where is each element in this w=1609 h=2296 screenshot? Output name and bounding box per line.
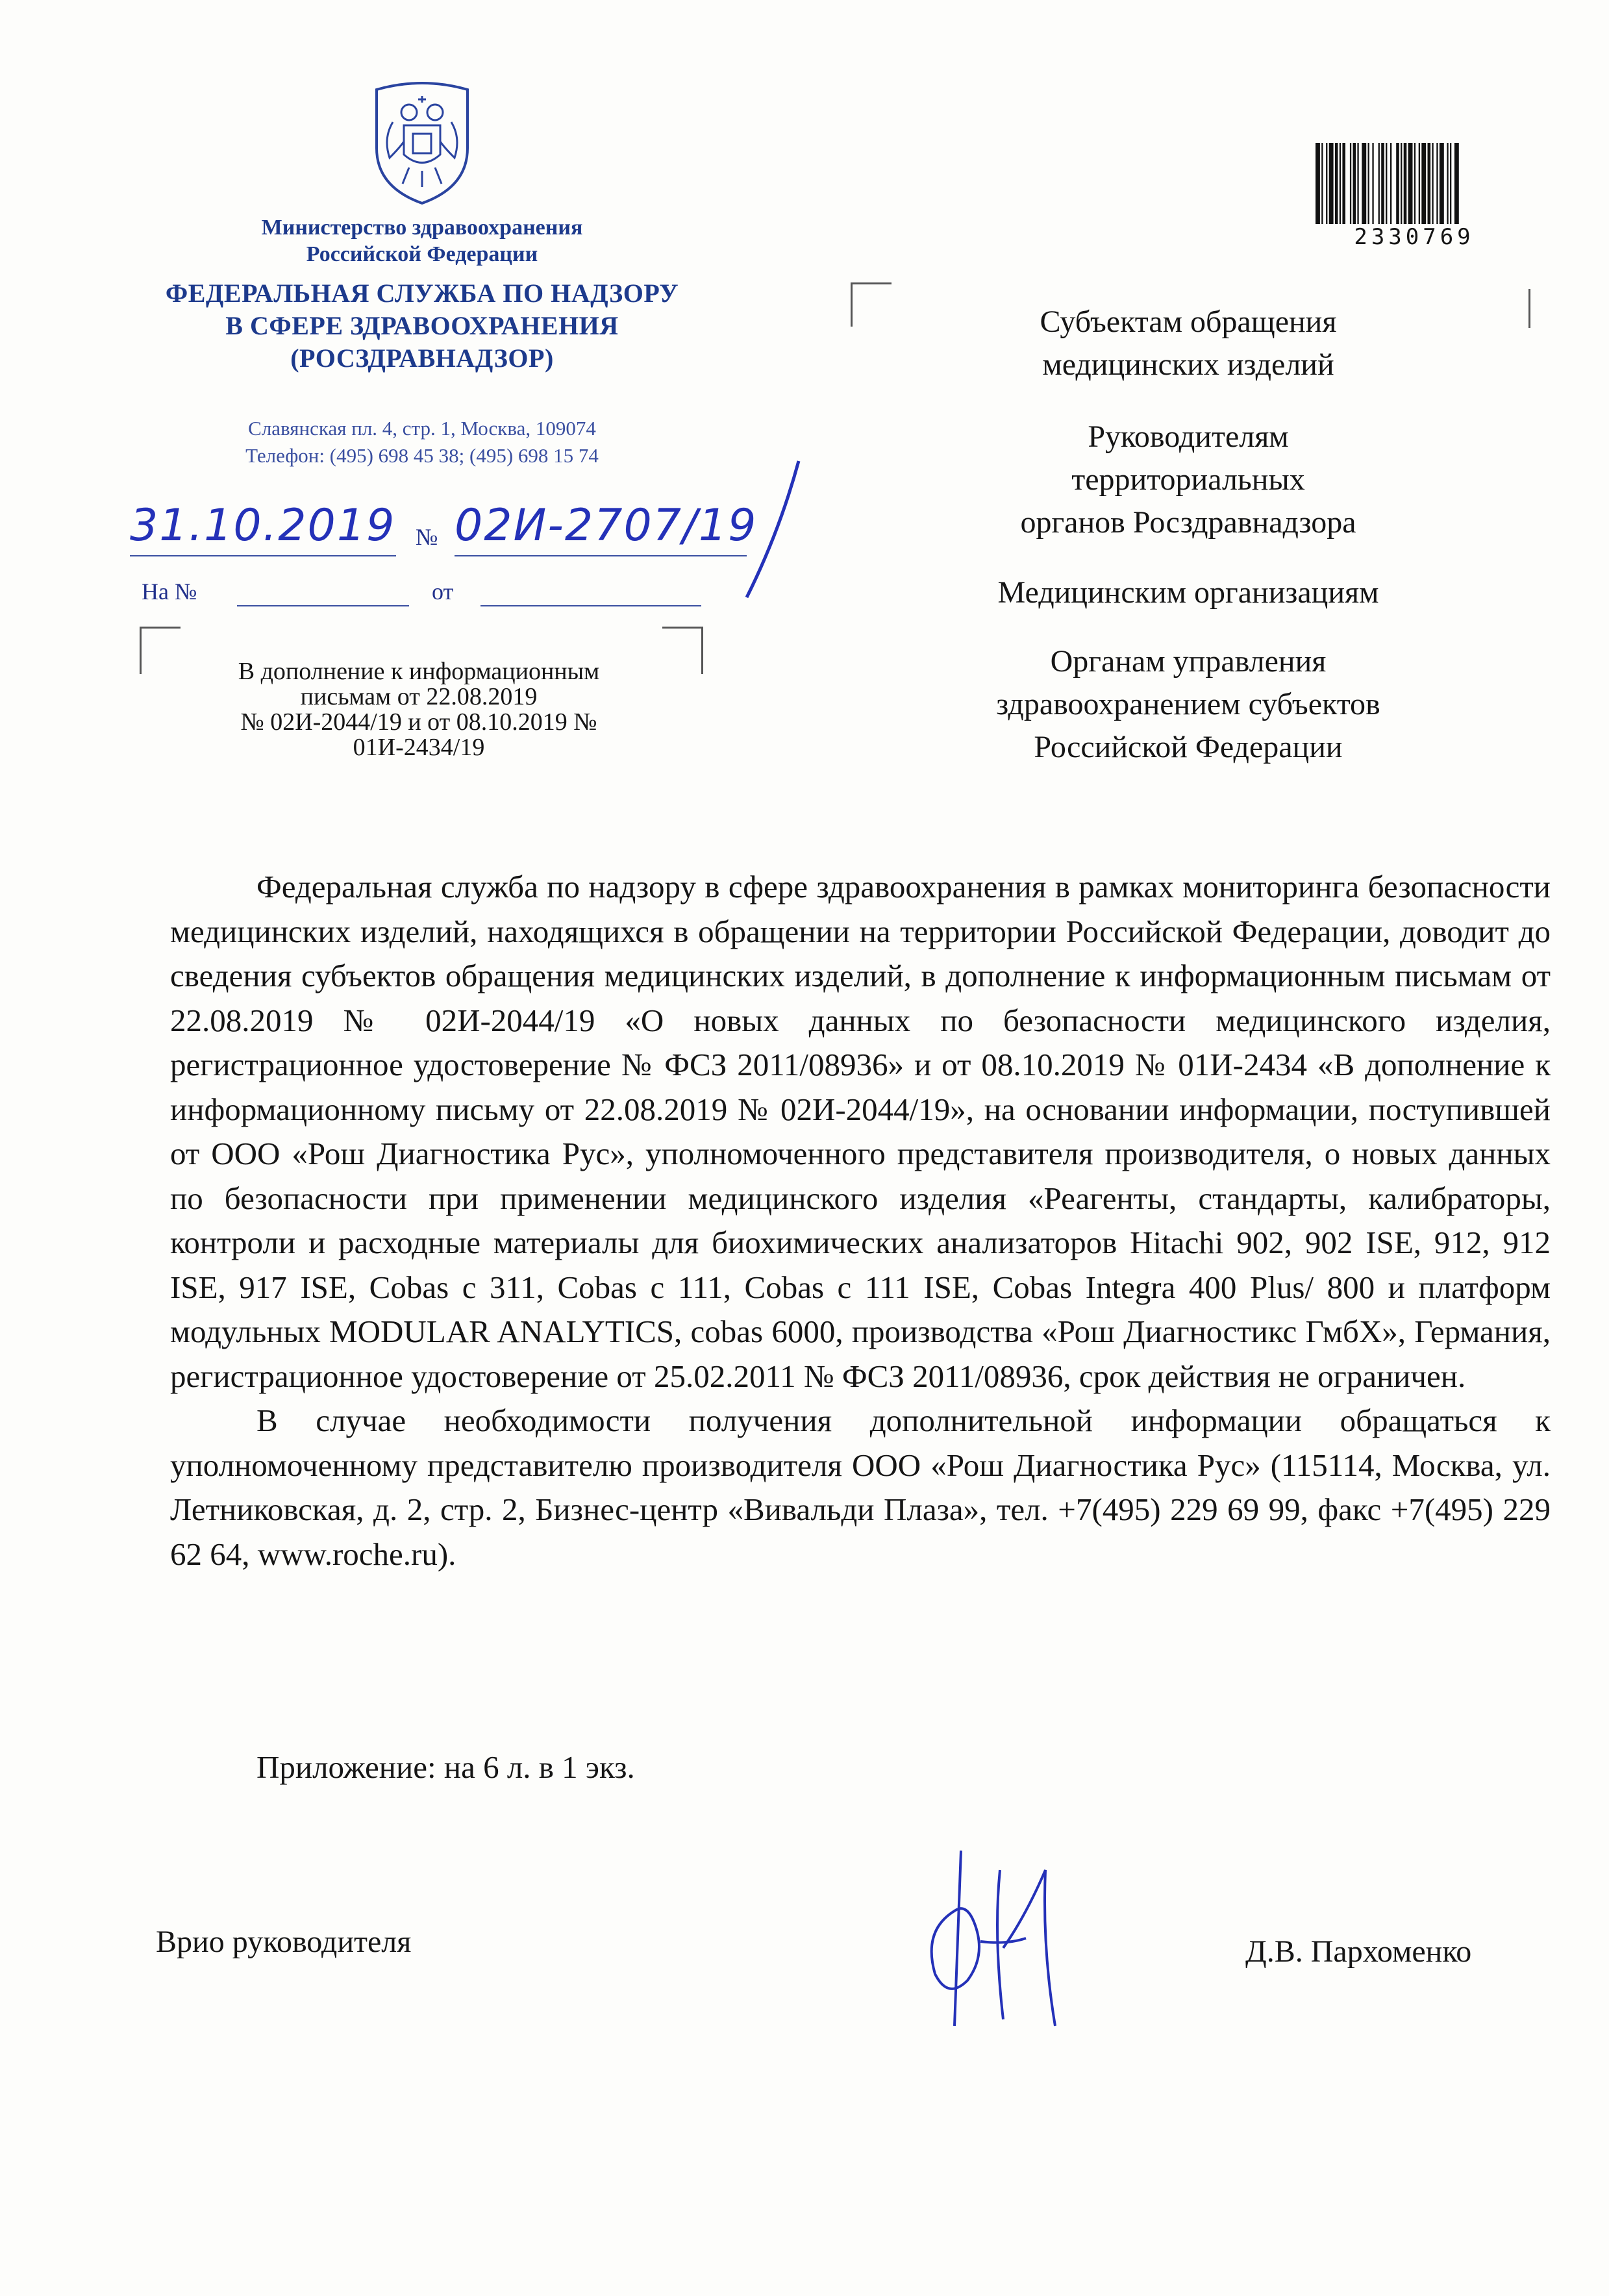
barcode-bar [1372, 143, 1373, 224]
barcode-bar [1342, 143, 1345, 224]
recipient-2-line2: территориальных [1071, 462, 1305, 497]
recipient-2-line3: органов Росздравнадзора [1020, 505, 1356, 540]
recipient-4-line3: Российской Федерации [1034, 730, 1343, 764]
coat-of-arms-emblem [364, 77, 480, 206]
barcode-bar [1450, 143, 1451, 224]
recipient-2-line1: Руководителям [1088, 419, 1289, 454]
service-name-line2: В СФЕРЕ ЗДРАВООХРАНЕНИЯ [225, 311, 619, 340]
barcode-bar [1326, 143, 1327, 224]
barcode-bar [1401, 143, 1402, 224]
barcode-bar [1340, 143, 1341, 224]
recipient-3: Медицинским организациям [997, 575, 1379, 610]
recipient-1-line1: Субъектам обращения [1040, 305, 1337, 339]
barcode-number: 2330769 [1354, 224, 1475, 250]
recipient-1-line2: медицинских изделий [1042, 347, 1334, 382]
registration-date: 31.10.2019 [130, 500, 396, 551]
addition-line3: № 02И-2044/19 и от 08.10.2019 № [240, 708, 597, 736]
recipient-4-line2: здравоохранением субъектов [996, 687, 1380, 721]
barcode-bar [1404, 143, 1407, 224]
barcode-bar [1421, 143, 1426, 224]
phone: Телефон: (495) 698 45 38; (495) 698 15 74 [245, 444, 599, 467]
barcode-bar [1390, 143, 1391, 224]
addition-line1: В дополнение к информационным [238, 658, 600, 685]
barcode-bar [1432, 143, 1433, 224]
signer-role: Врио руководителя [156, 1925, 412, 1959]
body-paragraph-1: Федеральная служба по надзору в сфере здравоохранения в рамках мониторинга безопасности медицинских изделий, находящихся в обращении на территории Российской Федерации, доводит до сведения субъектов обращения медицинских изделий, в дополнение к информационным письмам от 22.08.2019 № 02И-2044/19 «О новых данных по безопасности медицинского изделия, регистрационное удостоверение № ФСЗ 2011/08936» и от 08.10.2019 № 01И-2434 «В дополнение к информационному письму от 22.08.2019 № 02И-2044/19», на основании информации, поступившей от ООО «Рош Диагностика Рус», уполномоченного представителя производителя, о новых данных по безопасности при применении медицинского изделия «Реагенты, стандарты, калибраторы, контроли и расходные материалы для биохимических анализаторов Hitachi 902, 902 ISE, 912, 912 ISE, 917 ISE, Cobas c 311, Cobas c 111, Cobas c 111 ISE, Cobas Integra 400 Plus/ 800 и платформ модульных MODULAR ANALYTICS, cobas 6000, производства «Рош Диагностикс ГмбХ», Германия, регистрационное удостоверение от 25.02.2011 № ФСЗ 2011/08936, срок действия не ограничен. [170, 869, 1551, 1394]
barcode-bar [1396, 143, 1399, 224]
barcode-bar [1440, 143, 1444, 224]
letter-body [170, 865, 1551, 1577]
barcode-bar [1335, 143, 1338, 224]
number-underline [455, 554, 747, 556]
service-name-line3: (РОСЗДРАВНАДЗОР) [290, 343, 554, 373]
barcode-bar [1353, 143, 1356, 224]
barcode-bar [1378, 143, 1380, 224]
addition-line2: письмам от 22.08.2019 [300, 683, 538, 710]
number-sign: № [416, 524, 438, 550]
reply-prefix: На № [142, 579, 197, 605]
service-name-line1: ФЕДЕРАЛЬНАЯ СЛУЖБА ПО НАДЗОРУ [165, 279, 679, 308]
barcode-bar [1329, 143, 1334, 224]
barcode-bar [1386, 143, 1387, 224]
registration-number: 02И-2707/19 [455, 500, 758, 551]
barcode-bar [1357, 143, 1358, 224]
barcode-bar [1316, 143, 1320, 224]
barcode-bar [1350, 143, 1351, 224]
barcode-bar [1321, 143, 1323, 224]
addition-line4: 01И-2434/19 [353, 734, 485, 761]
barcode-bar [1362, 143, 1366, 224]
barcode-bar [1436, 143, 1438, 224]
ministry-name-line2: Российской Федерации [306, 242, 538, 266]
barcode-bar [1428, 143, 1431, 224]
reply-number-blank [237, 604, 409, 606]
handwritten-slash [727, 455, 812, 604]
barcode-bar [1381, 143, 1384, 224]
barcode-bar [1408, 143, 1413, 224]
body-paragraph-2: В случае необходимости получения дополнительной информации обращаться к уполномоченному представителю производителя ООО «Рош Диагностика Рус» (115114, Москва, ул. Летниковская, д. 2, стр. 2, Бизнес-центр «Вивальди Плаза», тел. +7(495) 229 69 99, факс +7(495) 229 62 64, www.roche.ru). [170, 1403, 1551, 1572]
barcode-bar [1454, 143, 1459, 224]
barcode-bar [1414, 143, 1416, 224]
barcode-bar [1447, 143, 1448, 224]
handwritten-signature [896, 1831, 1091, 2039]
barcode-bar [1419, 143, 1420, 224]
recipient-bracket-left [851, 282, 892, 327]
barcode-bar [1368, 143, 1369, 224]
barcode [1313, 143, 1515, 224]
date-underline [130, 554, 396, 556]
recipient-4-line1: Органам управления [1050, 644, 1327, 679]
address: Славянская пл. 4, стр. 1, Москва, 109074 [248, 417, 596, 440]
recipient-bracket-right [1526, 289, 1530, 328]
ministry-name-line1: Министерство здравоохранения [261, 216, 583, 240]
signer-name: Д.В. Пархоменко [1245, 1934, 1472, 1969]
reply-from: от [432, 579, 454, 605]
attachment-note: Приложение: на 6 л. в 1 экз. [256, 1749, 635, 1785]
reply-date-blank [480, 604, 701, 606]
